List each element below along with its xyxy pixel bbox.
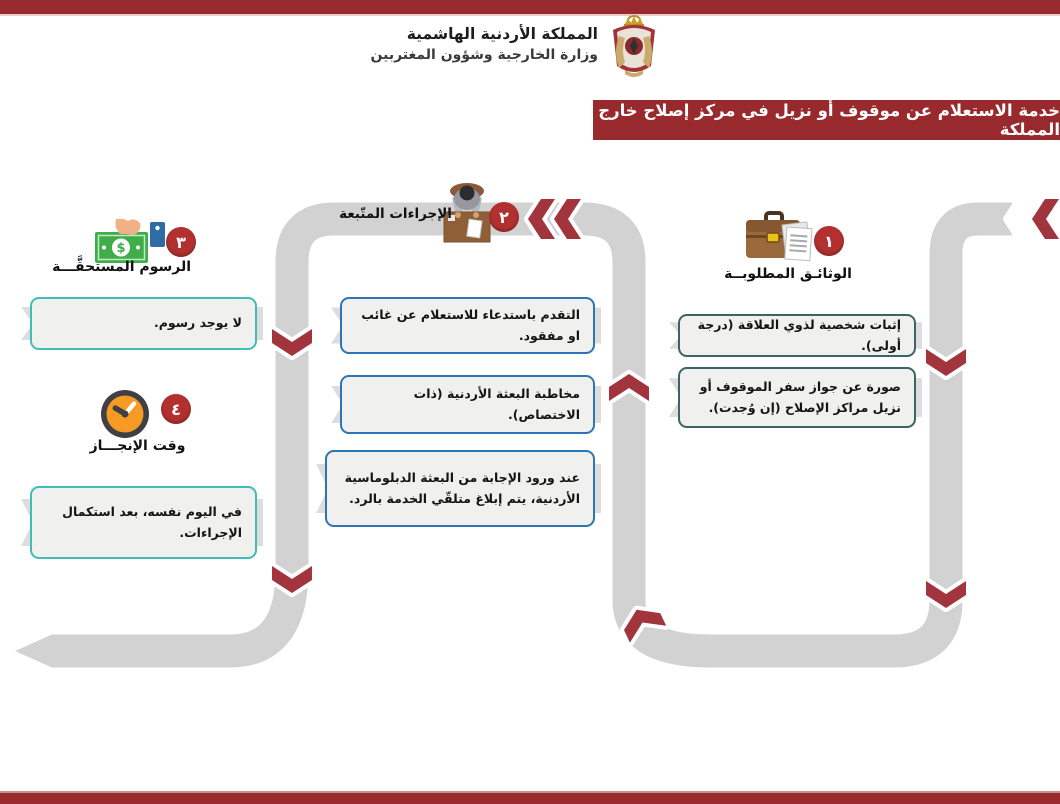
flow-chevron	[926, 581, 966, 608]
service-title-bar: خدمة الاستعلام عن موقوف أو نزيل في مركز إصلاح خارج المملكة	[593, 100, 1060, 140]
ministry-title: وزارة الخارجية وشؤون المغتربين	[370, 46, 598, 63]
step-1-item-box	[678, 367, 916, 428]
step-1-item-text: صورة عن جواز سفر الموقوف أو نزيل مراكز الإصلاح (إن وُجدت).	[699, 378, 901, 415]
step-1-item-box	[678, 314, 916, 357]
step-1-badge: ١	[814, 226, 844, 256]
jordan-coat-of-arms-icon	[605, 12, 663, 84]
flow-chevron	[528, 199, 555, 239]
flow-chevron	[272, 329, 312, 356]
step-2-item-box	[325, 450, 595, 527]
kingdom-title: المملكة الأردنية الهاشمية	[406, 25, 598, 43]
step-2-item-text: التقدم باستدعاء للاستعلام عن غائب او مفقود.	[361, 306, 580, 343]
briefcase-documents-icon	[742, 211, 816, 269]
flow-chevron	[926, 349, 966, 376]
clock-icon	[99, 388, 151, 440]
step-4-label: وقت الإنجـــاز	[89, 438, 186, 454]
svg-text:$: $	[116, 241, 126, 256]
step-1-item-text: إثبات شخصية لذوي العلاقة (درجة أولى).	[697, 316, 901, 353]
step-4-item-box	[30, 486, 257, 559]
top-accent-bar	[0, 0, 1060, 16]
step-1-label: الوثائـق المطلوبــة	[724, 266, 852, 282]
step-2-item-box	[340, 375, 595, 434]
step-3-badge: ٣	[166, 227, 196, 257]
step-4-badge: ٤	[161, 394, 191, 424]
flow-chevron	[618, 601, 666, 642]
step-3-item-text: لا يوجد رسوم.	[153, 315, 242, 331]
flow-end-arrow	[15, 635, 52, 668]
step-2-badge: ٢	[489, 202, 519, 232]
step-2-item-box	[340, 297, 595, 354]
flow-chevron	[609, 374, 649, 401]
flow-chevron	[554, 199, 581, 239]
step-3-label: الرسوم المستحقَّـــة	[52, 259, 191, 275]
step-2-item-text: عند ورود الإجابة من البعثة الدبلوماسية الأردنية، يتم إبلاغ متلقّي الخدمة بالرد.	[344, 469, 580, 506]
step-2-label: الإجراءات المتّبعة	[339, 206, 452, 222]
ministry-header	[371, 24, 599, 65]
bottom-accent-bar	[0, 791, 1060, 804]
step-4-item-text: في اليوم نفسه، بعد استكمال الإجراءات.	[62, 503, 242, 540]
step-3-item-box	[30, 297, 257, 350]
flow-chevron	[272, 566, 312, 593]
flow-chevron	[1032, 199, 1059, 239]
step-2-item-text: مخاطبة البعثة الأردنية (ذات الاختصاص).	[413, 385, 580, 422]
